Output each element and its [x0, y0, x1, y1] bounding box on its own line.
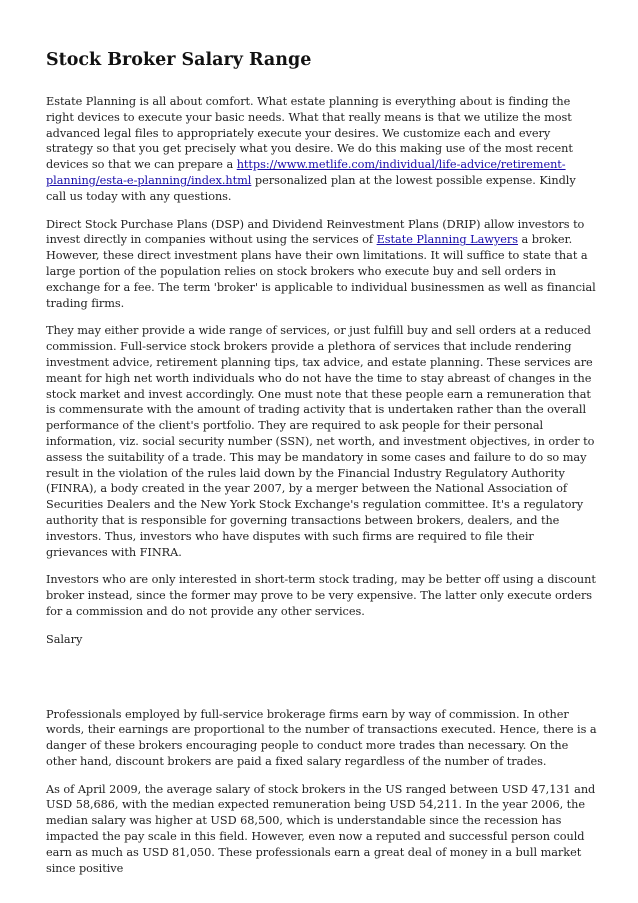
blank-space — [46, 660, 598, 707]
paragraph-salary-figures: As of April 2009, the average salary of stock brokers in the US ranged between USD 47,131 and USD 58,686, with the median expected remuneration being USD 54,211. In the year 2006, the median salary was higher at USD 68,500, which is understandable since the recession has impacted the pay scale in this field. However, even now a reputed and successful person could earn as much as USD 81,050. These professionals earn a great deal of money in a bull market since positive — [46, 782, 596, 875]
paragraph-text: personalized plan at the lowest possible expense. Kindly call us today with any questions. — [46, 173, 576, 203]
document-page — [46, 48, 598, 888]
paragraph-text: a broker. However, these direct investment plans have their own limitations. It will suffice to state that a large portion of the population relies on stock brokers who execute buy and sell orders in exchange for a fee. The term 'broker' is applicable to individual businessmen as well as financial trading firms. — [46, 233, 596, 310]
paragraph-text: Estate Planning is all about comfort. What estate planning is everything about is finding the right devices to execute your basic needs. What that really means is that we utilize the most advanced legal files to appropriately execute your desires. We customize each and every strategy so that you get precisely what you desire. We do this making use of the most recent devices so that we can prepare a — [46, 95, 573, 172]
section-label-salary: Salary — [46, 632, 83, 646]
paragraph-estate-planning — [46, 94, 598, 205]
paragraph-text: Direct Stock Purchase Plans (DSP) and Dividend Reinvestment Plans (DRIP) allow investors to invest directly in companies without using the services of — [46, 217, 585, 247]
paragraph-direct-stock — [46, 217, 598, 312]
page-title: Stock Broker Salary Range — [46, 50, 312, 70]
estate-planning-lawyers-link[interactable]: Estate Planning Lawyers — [376, 233, 518, 247]
metlife-link[interactable]: https://www.metlife.com/individual/life-advice/retirement-planning/esta-e-planning/index.html — [46, 158, 566, 187]
paragraph-full-service: They may either provide a wide range of services, or just fulfill buy and sell orders at a reduced commission. Full-service stock brokers provide a plethora of services that include rendering investment advice, retirement planning tips, tax advice, and estate planning. These services are meant for high net worth individuals who do not have the time to stay abreast of changes in the stock market and invest accordingly. One must note that these people earn a remuneration that is commensurate with the amount of trading activity that is undertaken rather than the overall performance of the client's portfolio. They are required to ask people for their personal information, viz. social security number (SSN), net worth, and investment objectives, in order to assess the suitability of a trade. This may be mandatory in some cases and failure to do so may result in the violation of the rules laid down by the Financial Industry Regulatory Authority (FINRA), a body created in the year 2007, by a merger between the National Association of Securities Dealers and the New York Stock Exchange's regulation committee. It's a regulatory authority that is responsible for governing transactions between brokers, dealers, and the investors. Thus, investors who have disputes with such firms are required to file their grievances with FINRA. — [46, 324, 595, 559]
paragraph-discount-broker: Investors who are only interested in short-term stock trading, may be better off using a discount broker instead, since the former may prove to be very expensive. The latter only execute orders for a commission and do not provide any other services. — [46, 573, 596, 618]
paragraph-commission: Professionals employed by full-service brokerage firms earn by way of commission. In other words, their earnings are proportional to the number of transactions executed. Hence, there is a danger of these brokers encouraging people to conduct more trades than necessary. On the other hand, discount brokers are paid a fixed salary regardless of the number of trades. — [46, 707, 597, 768]
